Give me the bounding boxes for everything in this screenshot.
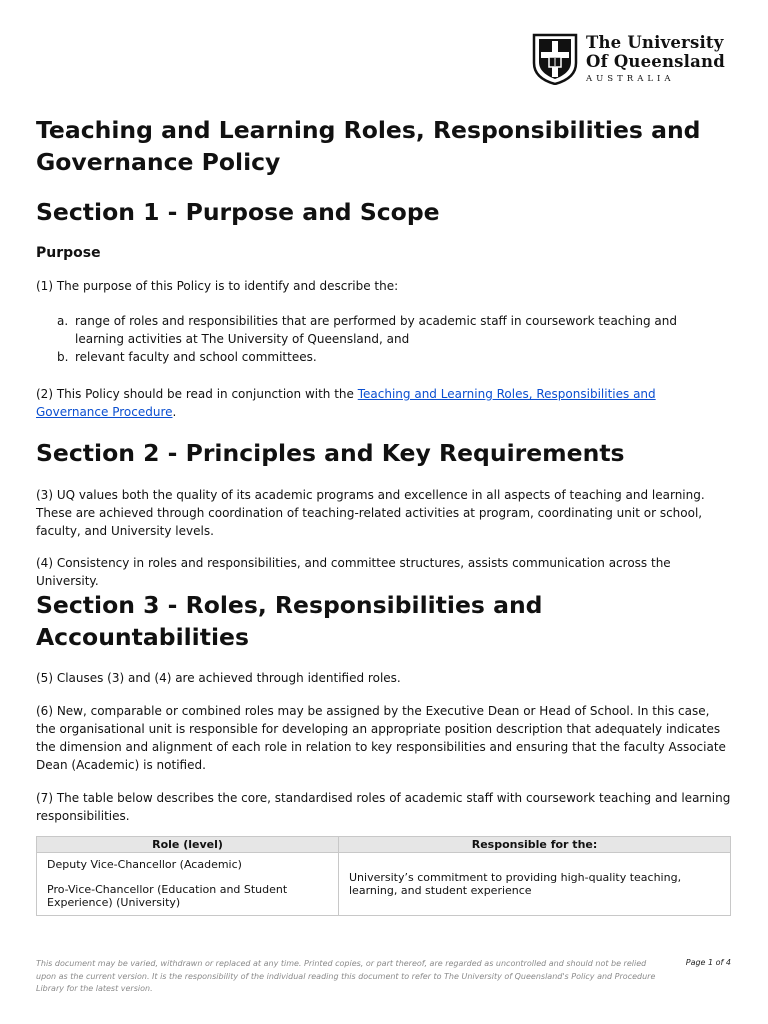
column-header-role: Role (level) (37, 837, 339, 853)
clause-5: (5) Clauses (3) and (4) are achieved through identified roles. (36, 671, 401, 685)
responsibility-cell: University’s commitment to providing high-quality teaching, learning, and student experience (339, 853, 731, 916)
list-item-text: relevant faculty and school committees. (75, 350, 317, 364)
list-item (36, 312, 696, 348)
list-marker: b. (57, 350, 69, 364)
list-item (36, 348, 696, 366)
clause-4: (4) Consistency in roles and responsibilities, and committee structures, assists communication across the University. (36, 556, 671, 588)
table-row (37, 853, 731, 916)
clause-2-prefix: (2) This Policy should be read in conjunction with the (36, 387, 358, 401)
logo-line-1: The University (586, 33, 724, 52)
clause-7: (7) The table below describes the core, standardised roles of academic staff with coursework teaching and learning responsibilities. (36, 791, 731, 823)
document-title: Teaching and Learning Roles, Responsibilities and Governance Policy (36, 116, 701, 176)
column-header-responsibility: Responsible for the: (339, 837, 731, 853)
logo-line-3: AUSTRALIA (586, 74, 675, 84)
role-cell (37, 853, 339, 916)
purpose-subheading: Purpose (36, 245, 101, 261)
footer-disclaimer: This document may be varied, withdrawn or replaced at any time. Printed copies, or part thereof, are regarded as uncontrolled and should not be relied upon as the current version. It is the responsibility of the individual reading this document to refer to The University of Queensland's Policy and Procedure Library for the latest version. (36, 959, 656, 993)
clause-1: (1) The purpose of this Policy is to identify and describe the: (36, 279, 399, 293)
section-1-heading: Section 1 - Purpose and Scope (36, 198, 440, 226)
roles-table (36, 836, 731, 916)
procedure-link[interactable]: Teaching and Learning Roles, Responsibilities and Governance Procedure (36, 387, 656, 419)
list-marker: a. (57, 314, 69, 328)
section-3-heading: Section 3 - Roles, Responsibilities and Accountabilities (36, 591, 543, 651)
clause-3: (3) UQ values both the quality of its academic programs and excellence in all aspects of teaching and learning. These are achieved through coordination of teaching-related activities at program, coordinating unit or school, faculty, and University levels. (36, 488, 705, 538)
section-2-heading: Section 2 - Principles and Key Requirements (36, 439, 625, 467)
university-logo (532, 33, 732, 85)
clause-6: (6) New, comparable or combined roles may be assigned by the Executive Dean or Head of School. In this case, the organisational unit is responsible for developing an appropriate position description that adequately indicates the dimension and alignment of each role in relation to key responsibilities and ensuring that the faculty Associate Dean (Academic) is notified. (36, 704, 726, 772)
role-line-2: Pro-Vice-Chancellor (Education and Student Experience) (University) (47, 882, 288, 910)
list-item-text: range of roles and responsibilities that are performed by academic staff in coursework teaching and learning activities at The University of Queensland, and (75, 314, 677, 346)
purpose-list (36, 312, 696, 366)
clause-2 (36, 385, 731, 421)
role-line-1: Deputy Vice-Chancellor (Academic) (47, 858, 242, 872)
logo-line-2: Of Queensland (586, 52, 725, 71)
uq-crest-icon (532, 33, 578, 85)
clause-2-suffix: . (172, 405, 177, 419)
table-header-row (37, 837, 731, 853)
page-number: Page 1 of 4 (685, 958, 731, 967)
